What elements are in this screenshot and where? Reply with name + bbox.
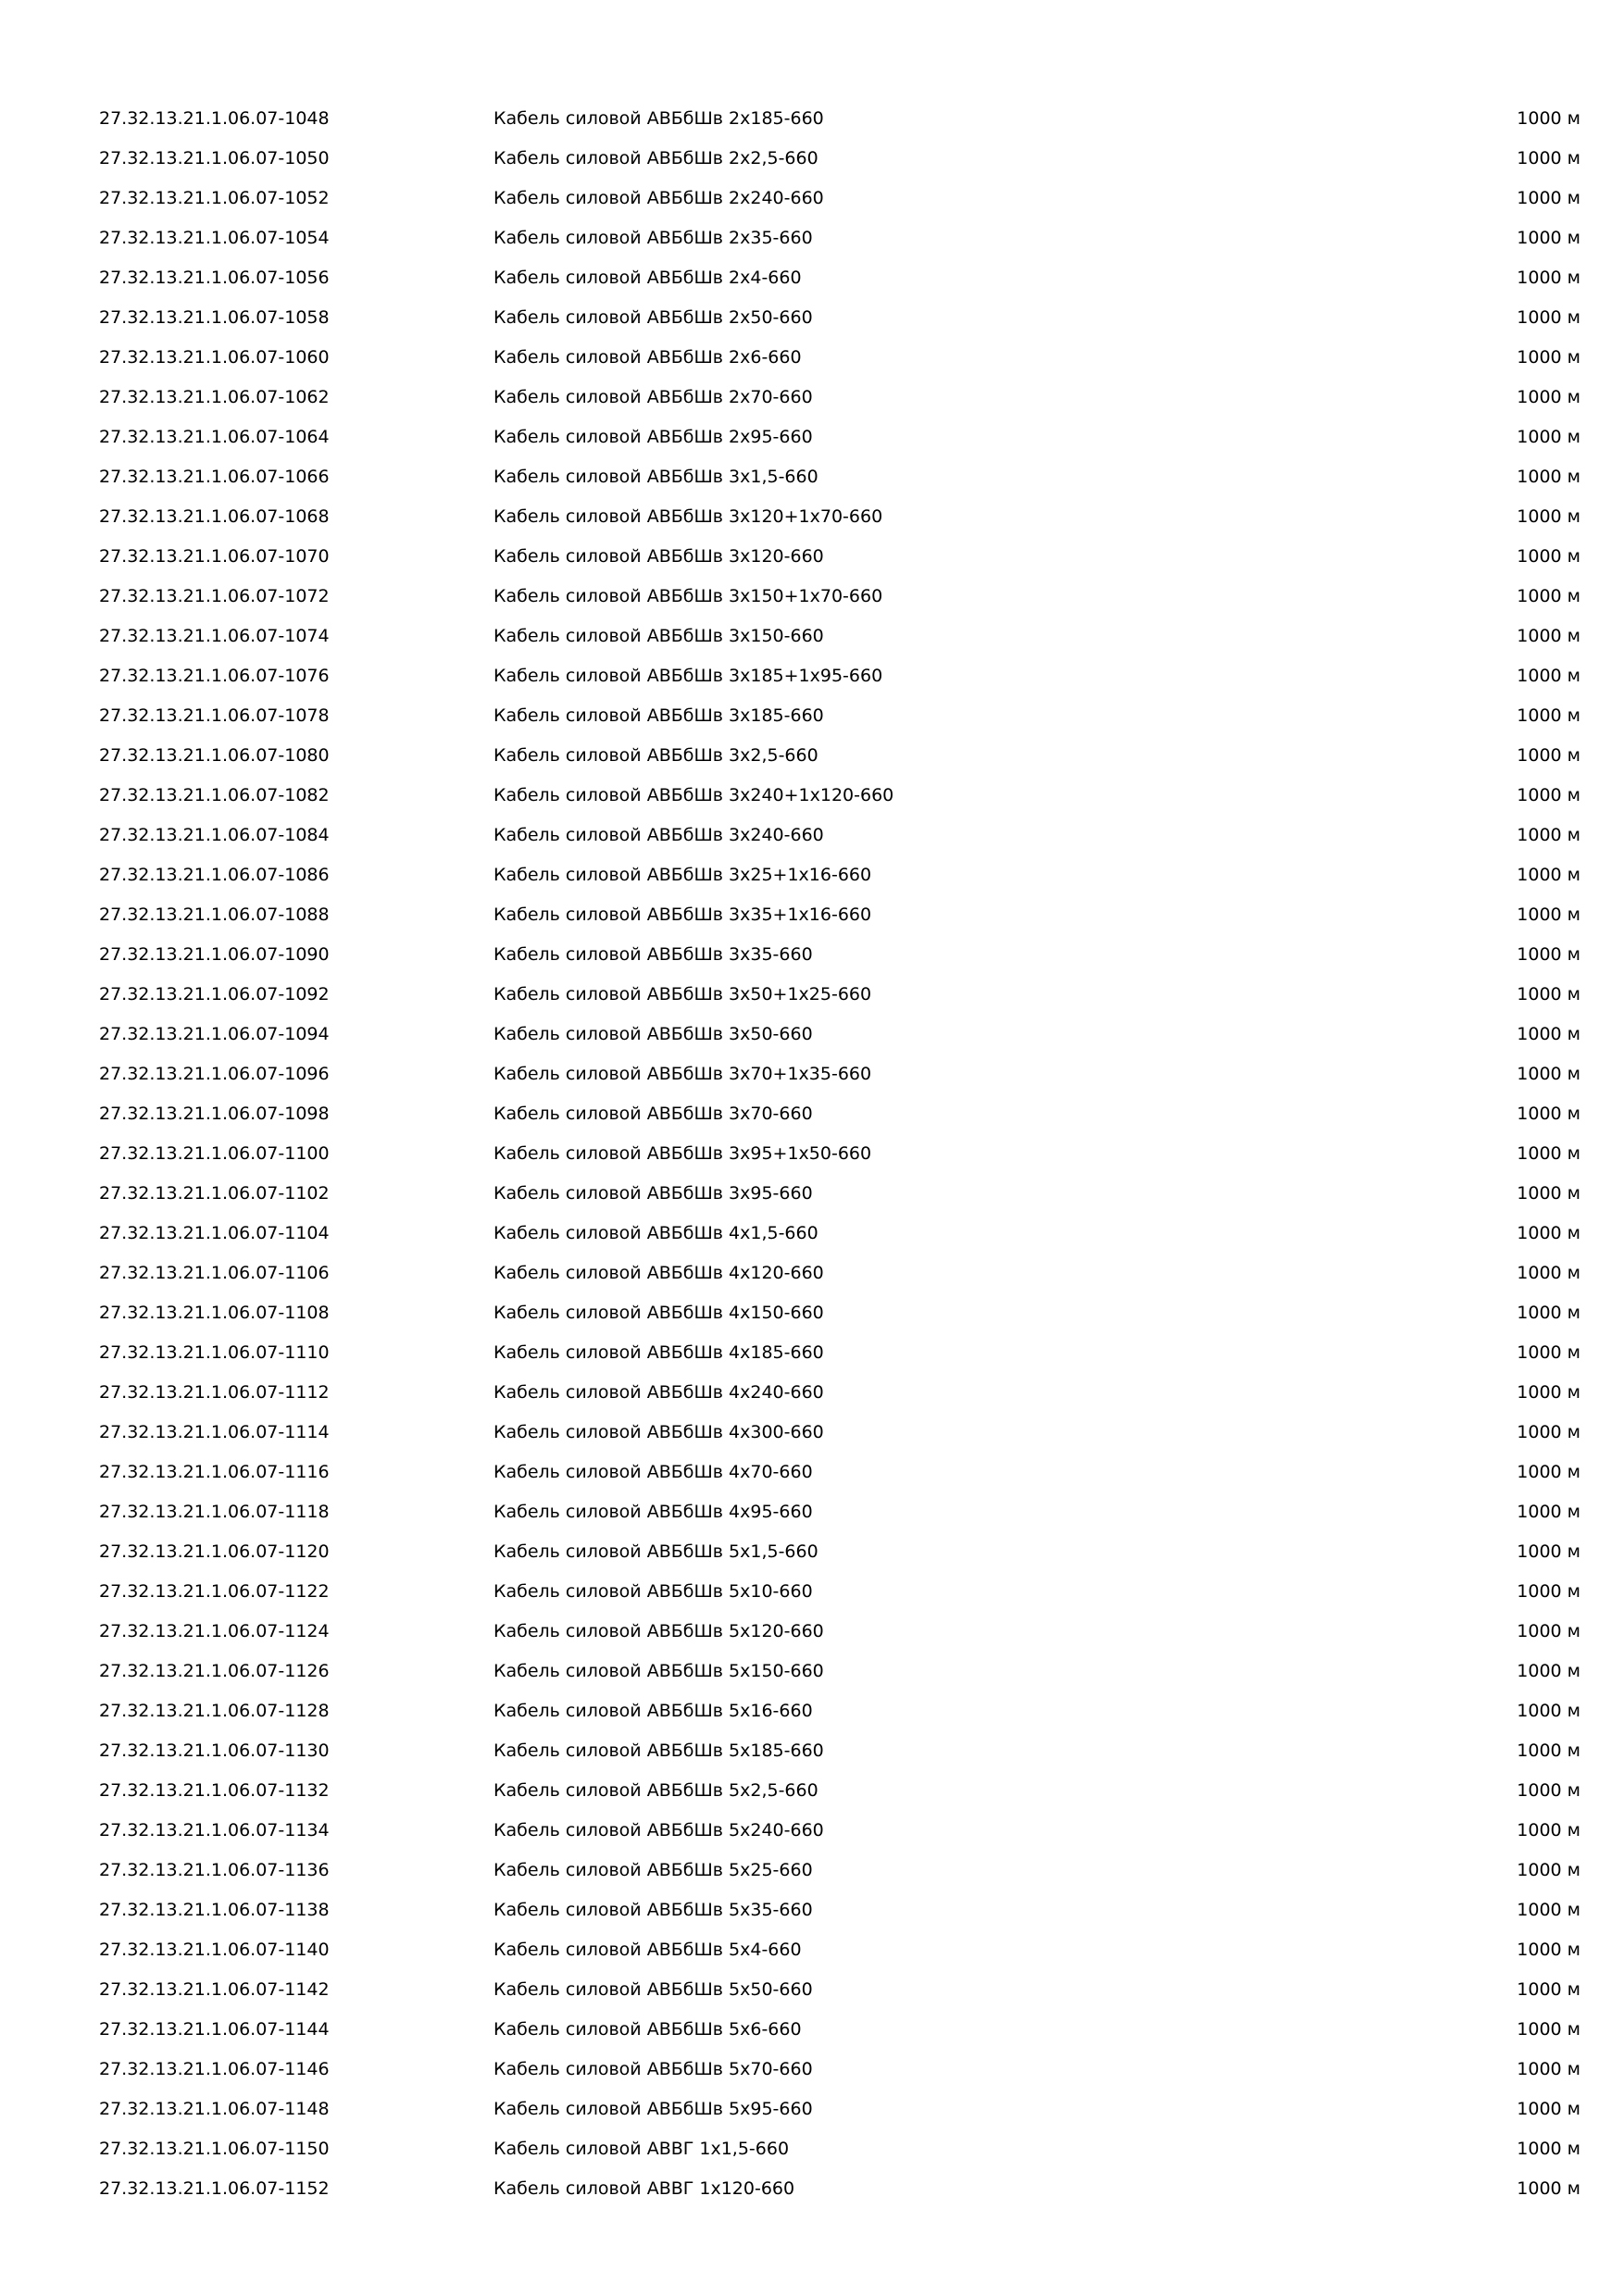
measurement-unit: 1000 м — [1517, 268, 1580, 288]
measurement-unit: 1000 м — [1517, 1621, 1580, 1641]
measurement-unit: 1000 м — [1517, 228, 1580, 248]
resource-code: 27.32.13.21.1.06.07-1070 — [99, 546, 330, 567]
measurement-unit: 1000 м — [1517, 1064, 1580, 1084]
resource-name: Кабель силовой АВБбШв 4х70-660 — [493, 1462, 813, 1482]
table-row — [99, 1179, 1580, 1218]
resource-code: 27.32.13.21.1.06.07-1090 — [99, 944, 330, 965]
measurement-unit: 1000 м — [1517, 506, 1580, 527]
price-list-table — [99, 104, 1580, 2214]
measurement-unit: 1000 м — [1517, 1502, 1580, 1522]
resource-name: Кабель силовой АВБбШв 3х70-660 — [493, 1104, 813, 1124]
measurement-unit: 1000 м — [1517, 1223, 1580, 1243]
measurement-unit: 1000 м — [1517, 1143, 1580, 1164]
table-row — [99, 701, 1580, 741]
resource-name: Кабель силовой АВБбШв 3х25+1х16-660 — [493, 865, 872, 885]
table-row — [99, 1537, 1580, 1577]
resource-code: 27.32.13.21.1.06.07-1144 — [99, 2019, 330, 2040]
table-row — [99, 303, 1580, 343]
table-row — [99, 1736, 1580, 1776]
resource-code: 27.32.13.21.1.06.07-1076 — [99, 666, 330, 686]
resource-name: Кабель силовой АВБбШв 3х35+1х16-660 — [493, 905, 872, 925]
table-row — [99, 980, 1580, 1019]
measurement-unit: 1000 м — [1517, 1183, 1580, 1204]
resource-code: 27.32.13.21.1.06.07-1152 — [99, 2178, 330, 2199]
measurement-unit: 1000 м — [1517, 785, 1580, 805]
resource-name: Кабель силовой АВБбШв 2х6-660 — [493, 347, 802, 368]
resource-name: Кабель силовой АВБбШв 4х240-660 — [493, 1382, 824, 1403]
resource-code: 27.32.13.21.1.06.07-1136 — [99, 1860, 330, 1880]
measurement-unit: 1000 м — [1517, 427, 1580, 447]
resource-code: 27.32.13.21.1.06.07-1052 — [99, 188, 330, 208]
measurement-unit: 1000 м — [1517, 1581, 1580, 1602]
resource-code: 27.32.13.21.1.06.07-1124 — [99, 1621, 330, 1641]
resource-code: 27.32.13.21.1.06.07-1120 — [99, 1541, 330, 1562]
resource-code: 27.32.13.21.1.06.07-1092 — [99, 984, 330, 1004]
table-row — [99, 382, 1580, 422]
table-row — [99, 621, 1580, 661]
measurement-unit: 1000 м — [1517, 1104, 1580, 1124]
resource-code: 27.32.13.21.1.06.07-1064 — [99, 427, 330, 447]
table-row — [99, 104, 1580, 144]
resource-code: 27.32.13.21.1.06.07-1138 — [99, 1900, 330, 1920]
resource-name: Кабель силовой АВБбШв 2х95-660 — [493, 427, 813, 447]
resource-name: Кабель силовой АВБбШв 3х2,5-660 — [493, 745, 818, 766]
resource-name: Кабель силовой АВБбШв 5х6-660 — [493, 2019, 802, 2040]
resource-name: Кабель силовой АВБбШв 5х70-660 — [493, 2059, 813, 2079]
table-row — [99, 144, 1580, 183]
measurement-unit: 1000 м — [1517, 1900, 1580, 1920]
resource-name: Кабель силовой АВБбШв 3х185-660 — [493, 705, 824, 726]
measurement-unit: 1000 м — [1517, 347, 1580, 368]
resource-name: Кабель силовой АВБбШв 5х4-660 — [493, 1940, 802, 1960]
table-row — [99, 343, 1580, 382]
resource-code: 27.32.13.21.1.06.07-1082 — [99, 785, 330, 805]
measurement-unit: 1000 м — [1517, 108, 1580, 129]
resource-code: 27.32.13.21.1.06.07-1132 — [99, 1780, 330, 1801]
measurement-unit: 1000 м — [1517, 1940, 1580, 1960]
measurement-unit: 1000 м — [1517, 546, 1580, 567]
resource-name: Кабель силовой АВБбШв 3х150-660 — [493, 626, 824, 646]
measurement-unit: 1000 м — [1517, 1024, 1580, 1044]
table-row — [99, 1616, 1580, 1656]
table-row — [99, 741, 1580, 780]
table-row — [99, 1298, 1580, 1338]
resource-code: 27.32.13.21.1.06.07-1140 — [99, 1940, 330, 1960]
resource-code: 27.32.13.21.1.06.07-1118 — [99, 1502, 330, 1522]
table-row — [99, 422, 1580, 462]
measurement-unit: 1000 м — [1517, 825, 1580, 845]
resource-code: 27.32.13.21.1.06.07-1148 — [99, 2099, 330, 2119]
table-row — [99, 1935, 1580, 1975]
measurement-unit: 1000 м — [1517, 1979, 1580, 2000]
resource-name: Кабель силовой АВВГ 1х120-660 — [493, 2178, 795, 2199]
resource-name: Кабель силовой АВБбШв 3х95-660 — [493, 1183, 813, 1204]
resource-name: Кабель силовой АВБбШв 4х300-660 — [493, 1422, 824, 1442]
resource-code: 27.32.13.21.1.06.07-1048 — [99, 108, 330, 129]
table-row — [99, 2094, 1580, 2134]
resource-code: 27.32.13.21.1.06.07-1062 — [99, 387, 330, 407]
resource-name: Кабель силовой АВБбШв 2х50-660 — [493, 307, 813, 328]
measurement-unit: 1000 м — [1517, 387, 1580, 407]
table-row — [99, 820, 1580, 860]
table-row — [99, 661, 1580, 701]
resource-code: 27.32.13.21.1.06.07-1142 — [99, 1979, 330, 2000]
resource-name: Кабель силовой АВБбШв 5х2,5-660 — [493, 1780, 818, 1801]
table-row — [99, 462, 1580, 502]
measurement-unit: 1000 м — [1517, 705, 1580, 726]
table-row — [99, 1258, 1580, 1298]
table-row — [99, 1099, 1580, 1139]
table-row — [99, 940, 1580, 980]
table-row — [99, 1895, 1580, 1935]
table-row — [99, 1019, 1580, 1059]
resource-name: Кабель силовой АВБбШв 5х25-660 — [493, 1860, 813, 1880]
resource-name: Кабель силовой АВБбШв 3х150+1х70-660 — [493, 586, 883, 606]
measurement-unit: 1000 м — [1517, 1741, 1580, 1761]
table-row — [99, 542, 1580, 581]
measurement-unit: 1000 м — [1517, 307, 1580, 328]
resource-name: Кабель силовой АВБбШв 2х35-660 — [493, 228, 813, 248]
table-row — [99, 1218, 1580, 1258]
resource-code: 27.32.13.21.1.06.07-1128 — [99, 1701, 330, 1721]
resource-name: Кабель силовой АВБбШв 5х120-660 — [493, 1621, 824, 1641]
measurement-unit: 1000 м — [1517, 1462, 1580, 1482]
resource-code: 27.32.13.21.1.06.07-1088 — [99, 905, 330, 925]
resource-name: Кабель силовой АВБбШв 5х10-660 — [493, 1581, 813, 1602]
resource-code: 27.32.13.21.1.06.07-1068 — [99, 506, 330, 527]
resource-code: 27.32.13.21.1.06.07-1056 — [99, 268, 330, 288]
measurement-unit: 1000 м — [1517, 2059, 1580, 2079]
resource-code: 27.32.13.21.1.06.07-1094 — [99, 1024, 330, 1044]
resource-code: 27.32.13.21.1.06.07-1098 — [99, 1104, 330, 1124]
resource-code: 27.32.13.21.1.06.07-1084 — [99, 825, 330, 845]
measurement-unit: 1000 м — [1517, 2178, 1580, 2199]
measurement-unit: 1000 м — [1517, 984, 1580, 1004]
resource-code: 27.32.13.21.1.06.07-1108 — [99, 1303, 330, 1323]
resource-name: Кабель силовой АВБбШв 3х1,5-660 — [493, 467, 818, 487]
table-row — [99, 581, 1580, 621]
table-row — [99, 1776, 1580, 1816]
table-row — [99, 1816, 1580, 1855]
resource-code: 27.32.13.21.1.06.07-1102 — [99, 1183, 330, 1204]
resource-code: 27.32.13.21.1.06.07-1104 — [99, 1223, 330, 1243]
resource-name: Кабель силовой АВБбШв 3х95+1х50-660 — [493, 1143, 872, 1164]
resource-code: 27.32.13.21.1.06.07-1110 — [99, 1342, 330, 1363]
resource-name: Кабель силовой АВБбШв 5х150-660 — [493, 1661, 824, 1681]
resource-code: 27.32.13.21.1.06.07-1150 — [99, 2139, 330, 2159]
table-row — [99, 2015, 1580, 2054]
resource-name: Кабель силовой АВБбШв 3х120-660 — [493, 546, 824, 567]
resource-code: 27.32.13.21.1.06.07-1054 — [99, 228, 330, 248]
resource-name: Кабель силовой АВБбШв 5х95-660 — [493, 2099, 813, 2119]
table-row — [99, 1338, 1580, 1378]
resource-name: Кабель силовой АВБбШв 4х1,5-660 — [493, 1223, 818, 1243]
resource-code: 27.32.13.21.1.06.07-1106 — [99, 1263, 330, 1283]
measurement-unit: 1000 м — [1517, 2099, 1580, 2119]
measurement-unit: 1000 м — [1517, 666, 1580, 686]
measurement-unit: 1000 м — [1517, 1661, 1580, 1681]
resource-name: Кабель силовой АВБбШв 5х240-660 — [493, 1820, 824, 1841]
table-row — [99, 900, 1580, 940]
resource-name: Кабель силовой АВБбШв 2х240-660 — [493, 188, 824, 208]
table-row — [99, 1855, 1580, 1895]
measurement-unit: 1000 м — [1517, 188, 1580, 208]
resource-code: 27.32.13.21.1.06.07-1114 — [99, 1422, 330, 1442]
table-row — [99, 1457, 1580, 1497]
table-row — [99, 1975, 1580, 2015]
resource-code: 27.32.13.21.1.06.07-1096 — [99, 1064, 330, 1084]
measurement-unit: 1000 м — [1517, 2019, 1580, 2040]
measurement-unit: 1000 м — [1517, 1263, 1580, 1283]
resource-name: Кабель силовой АВБбШв 3х50-660 — [493, 1024, 813, 1044]
measurement-unit: 1000 м — [1517, 1820, 1580, 1841]
resource-code: 27.32.13.21.1.06.07-1146 — [99, 2059, 330, 2079]
resource-code: 27.32.13.21.1.06.07-1066 — [99, 467, 330, 487]
resource-name: Кабель силовой АВБбШв 2х4-660 — [493, 268, 802, 288]
table-row — [99, 1059, 1580, 1099]
resource-code: 27.32.13.21.1.06.07-1116 — [99, 1462, 330, 1482]
resource-name: Кабель силовой АВБбШв 3х70+1х35-660 — [493, 1064, 872, 1084]
resource-code: 27.32.13.21.1.06.07-1080 — [99, 745, 330, 766]
resource-code: 27.32.13.21.1.06.07-1122 — [99, 1581, 330, 1602]
table-row — [99, 1656, 1580, 1696]
resource-name: Кабель силовой АВБбШв 2х2,5-660 — [493, 148, 818, 168]
measurement-unit: 1000 м — [1517, 745, 1580, 766]
resource-name: Кабель силовой АВБбШв 2х70-660 — [493, 387, 813, 407]
measurement-unit: 1000 м — [1517, 865, 1580, 885]
resource-code: 27.32.13.21.1.06.07-1130 — [99, 1741, 330, 1761]
resource-code: 27.32.13.21.1.06.07-1112 — [99, 1382, 330, 1403]
table-row — [99, 1378, 1580, 1417]
table-row — [99, 502, 1580, 542]
measurement-unit: 1000 м — [1517, 626, 1580, 646]
measurement-unit: 1000 м — [1517, 1701, 1580, 1721]
measurement-unit: 1000 м — [1517, 1342, 1580, 1363]
measurement-unit: 1000 м — [1517, 2139, 1580, 2159]
resource-name: Кабель силовой АВБбШв 3х185+1х95-660 — [493, 666, 883, 686]
measurement-unit: 1000 м — [1517, 586, 1580, 606]
resource-name: Кабель силовой АВБбШв 5х50-660 — [493, 1979, 813, 2000]
resource-name: Кабель силовой АВБбШв 4х185-660 — [493, 1342, 824, 1363]
measurement-unit: 1000 м — [1517, 1780, 1580, 1801]
measurement-unit: 1000 м — [1517, 1303, 1580, 1323]
resource-code: 27.32.13.21.1.06.07-1050 — [99, 148, 330, 168]
table-row — [99, 263, 1580, 303]
resource-code: 27.32.13.21.1.06.07-1058 — [99, 307, 330, 328]
resource-code: 27.32.13.21.1.06.07-1060 — [99, 347, 330, 368]
table-row — [99, 1139, 1580, 1179]
table-row — [99, 1417, 1580, 1457]
resource-name: Кабель силовой АВВГ 1х1,5-660 — [493, 2139, 790, 2159]
resource-name: Кабель силовой АВБбШв 3х120+1х70-660 — [493, 506, 883, 527]
resource-name: Кабель силовой АВБбШв 2х185-660 — [493, 108, 824, 129]
resource-name: Кабель силовой АВБбШв 4х120-660 — [493, 1263, 824, 1283]
table-row — [99, 1577, 1580, 1616]
resource-name: Кабель силовой АВБбШв 5х1,5-660 — [493, 1541, 818, 1562]
table-row — [99, 780, 1580, 820]
resource-code: 27.32.13.21.1.06.07-1134 — [99, 1820, 330, 1841]
resource-name: Кабель силовой АВБбШв 4х95-660 — [493, 1502, 813, 1522]
resource-code: 27.32.13.21.1.06.07-1078 — [99, 705, 330, 726]
resource-name: Кабель силовой АВБбШв 3х50+1х25-660 — [493, 984, 872, 1004]
measurement-unit: 1000 м — [1517, 1382, 1580, 1403]
measurement-unit: 1000 м — [1517, 148, 1580, 168]
measurement-unit: 1000 м — [1517, 944, 1580, 965]
table-row — [99, 860, 1580, 900]
resource-code: 27.32.13.21.1.06.07-1072 — [99, 586, 330, 606]
resource-name: Кабель силовой АВБбШв 5х35-660 — [493, 1900, 813, 1920]
measurement-unit: 1000 м — [1517, 1422, 1580, 1442]
measurement-unit: 1000 м — [1517, 905, 1580, 925]
table-row — [99, 183, 1580, 223]
resource-code: 27.32.13.21.1.06.07-1086 — [99, 865, 330, 885]
resource-name: Кабель силовой АВБбШв 5х16-660 — [493, 1701, 813, 1721]
table-row — [99, 2054, 1580, 2094]
table-row — [99, 1696, 1580, 1736]
measurement-unit: 1000 м — [1517, 467, 1580, 487]
measurement-unit: 1000 м — [1517, 1860, 1580, 1880]
resource-name: Кабель силовой АВБбШв 3х35-660 — [493, 944, 813, 965]
table-row — [99, 1497, 1580, 1537]
table-row — [99, 2174, 1580, 2214]
measurement-unit: 1000 м — [1517, 1541, 1580, 1562]
resource-name: Кабель силовой АВБбШв 3х240+1х120-660 — [493, 785, 894, 805]
table-row — [99, 2134, 1580, 2174]
table-row — [99, 223, 1580, 263]
resource-name: Кабель силовой АВБбШв 3х240-660 — [493, 825, 824, 845]
resource-name: Кабель силовой АВБбШв 5х185-660 — [493, 1741, 824, 1761]
resource-name: Кабель силовой АВБбШв 4х150-660 — [493, 1303, 824, 1323]
resource-code: 27.32.13.21.1.06.07-1074 — [99, 626, 330, 646]
resource-code: 27.32.13.21.1.06.07-1100 — [99, 1143, 330, 1164]
resource-code: 27.32.13.21.1.06.07-1126 — [99, 1661, 330, 1681]
